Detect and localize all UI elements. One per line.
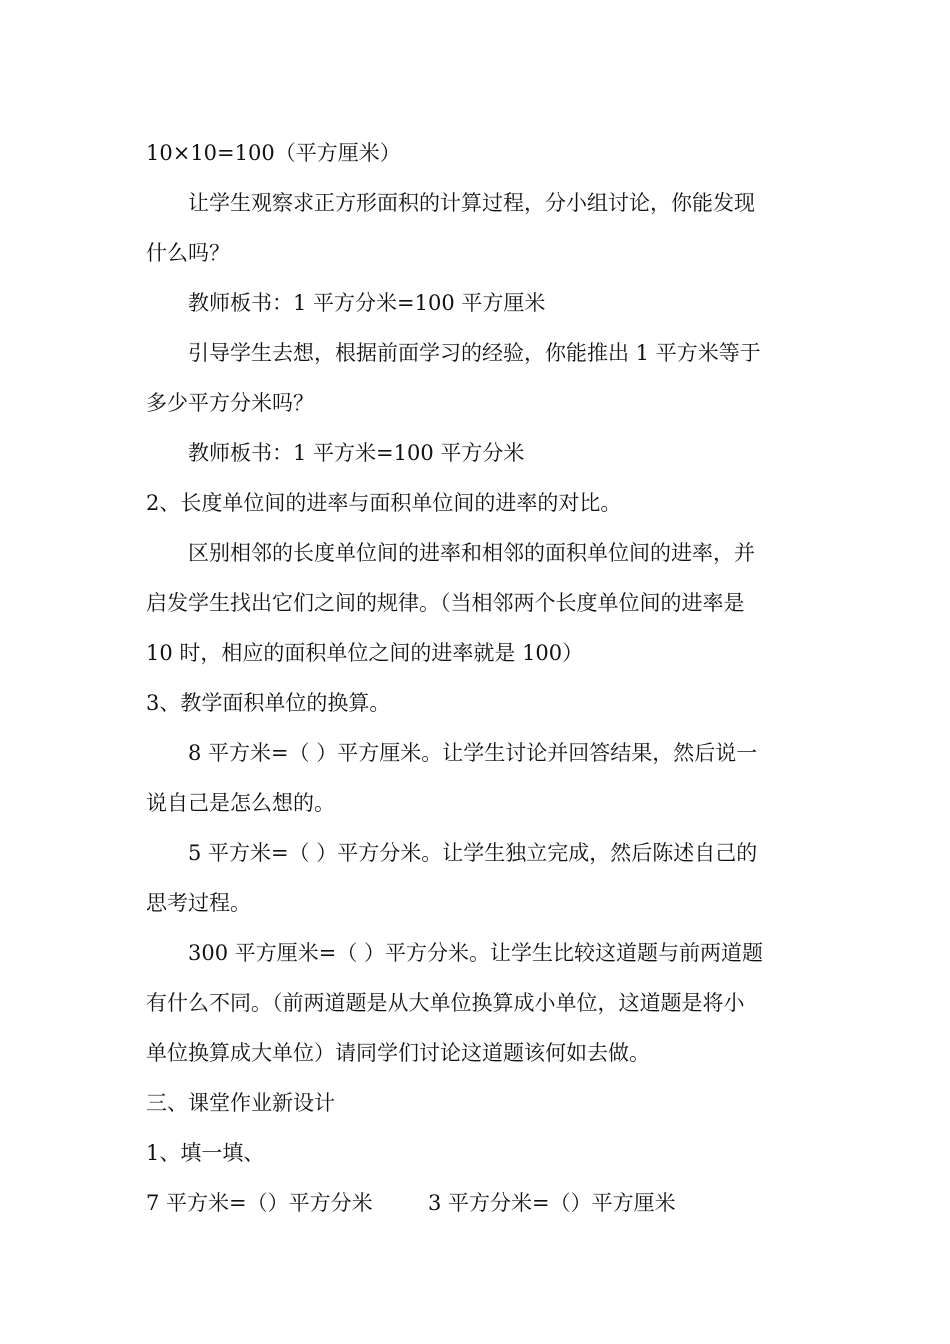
equation-line: 10×10=100（平方厘米） — [146, 141, 401, 165]
board-note-line: 教师板书：1 平方米=100 平方分米 — [188, 441, 525, 465]
paragraph-line: 思考过程。 — [146, 891, 251, 915]
section-heading: 1、填一填、 — [146, 1141, 265, 1165]
paragraph-line: 区别相邻的长度单位间的进率和相邻的面积单位间的进率，并 — [188, 541, 755, 565]
board-note-line: 教师板书：1 平方分米=100 平方厘米 — [188, 291, 546, 315]
paragraph-line: 引导学生去想，根据前面学习的经验，你能推出 1 平方米等于 — [188, 341, 761, 365]
paragraph-line: 有什么不同。（前两道题是从大单位换算成小单位，这道题是将小 — [146, 991, 745, 1015]
paragraph-line: 多少平方分米吗？ — [146, 391, 314, 415]
exercise-row — [146, 1178, 806, 1228]
paragraph-line: 5 平方米=（ ）平方分米。让学生独立完成，然后陈述自己的 — [188, 841, 758, 865]
paragraph-line: 10 时，相应的面积单位之间的进率就是 100） — [146, 641, 584, 665]
paragraph-line: 让学生观察求正方形面积的计算过程，分小组讨论，你能发现 — [188, 191, 755, 215]
paragraph-line: 说自己是怎么想的。 — [146, 791, 335, 815]
paragraph-line: 单位换算成大单位）请同学们讨论这道题该何如去做。 — [146, 1041, 650, 1065]
section-heading: 2、长度单位间的进率与面积单位间的进率的对比。 — [146, 491, 622, 515]
paragraph-line: 什么吗？ — [146, 241, 230, 265]
document-body — [146, 128, 806, 1228]
exercise-item: 7 平方米=（）平方分米 — [146, 1191, 373, 1215]
paragraph-line: 启发学生找出它们之间的规律。（当相邻两个长度单位间的进率是 — [146, 591, 745, 615]
paragraph-line: 300 平方厘米=（ ）平方分米。让学生比较这道题与前两道题 — [188, 941, 764, 965]
paragraph-line: 8 平方米=（ ）平方厘米。让学生讨论并回答结果，然后说一 — [188, 741, 758, 765]
section-heading: 三、课堂作业新设计 — [146, 1091, 335, 1115]
section-heading: 3、教学面积单位的换算。 — [146, 691, 391, 715]
exercise-item: 3 平方分米=（）平方厘米 — [428, 1191, 676, 1215]
